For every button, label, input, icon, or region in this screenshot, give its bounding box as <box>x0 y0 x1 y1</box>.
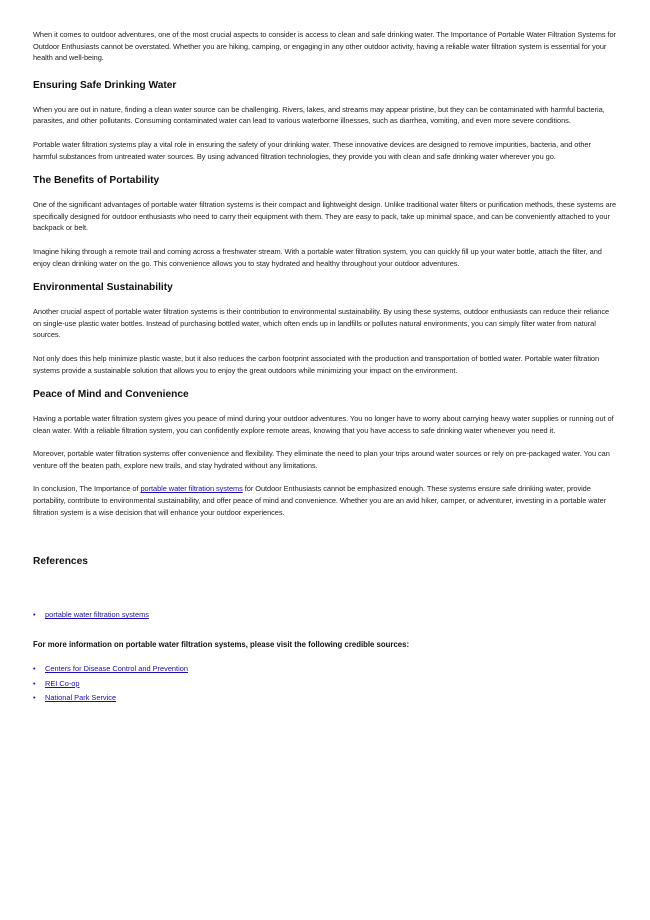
conclusion-text-before: In conclusion, The Importance of <box>33 484 141 494</box>
section-heading: The Benefits of Portability <box>33 175 160 187</box>
conclusion-inline-link[interactable]: portable water filtration systems <box>140 484 243 494</box>
list-item <box>33 662 617 677</box>
section-paragraph: Imagine hiking through a remote trail and coming across a freshwater stream. With a portable water filtration system, you can quickly fill up your water bottle, attach the filter, and enjoy clean drinking water on the go. This convenience allows you to stay hydrated and healthy throughout your outdoor adventures. <box>33 246 602 268</box>
intro-paragraph: When it comes to outdoor adventures, one of the most crucial aspects to consider is access to clean and safe drinking water. The Importance of Portable Water Filtration Systems for Outdoor Enthusiasts cannot be overstated. Whether you are hiking, camping, or engaging in any other outdoor activity, having a reliable water filtration system is essential for your health and well-being. <box>33 30 616 63</box>
reference-link[interactable]: portable water filtration systems <box>45 610 149 620</box>
section-safe-drinking-water <box>33 79 617 162</box>
section-paragraph: Having a portable water filtration system gives you peace of mind during your outdoor adventures. You no longer have to worry about carrying heavy water supplies or running out of clean water. With a reliable filtration system, you can confidently explore remote areas, knowing that you have access to safe drinking water whenever you need it. <box>33 414 614 435</box>
bullet-icon: • <box>33 678 36 688</box>
section-paragraph: Another crucial aspect of portable water filtration systems is their contribution to environmental sustainability. By using these systems, outdoor enthusiasts can reduce their reliance on single-use plastic water bottles. Instead of purchasing bottled water, which often ends up in landfills or pollutes natural environments, you can simply filter water from natural sources. <box>33 307 610 340</box>
conclusion-text-after: for Outdoor Enthusiasts cannot be emphasized enough. These systems ensure safe drinking water, provide portability, contribute to environmental sustainability, and offer peace of mind and convenience. Whether you are an avid hiker, camper, or adventurer, investing in a portable water filtration system is a wise decision that will enhance your outdoor experiences. <box>33 484 607 517</box>
section-paragraph: One of the significant advantages of portable water filtration systems is their compact and lightweight design. Unlike traditional water filters or purification methods, these systems are specifically designed for outdoor enthusiasts who need to carry their equipment with them. They are easy to pack, take up minimal space, and can be conveniently attached to your backpack or belt. <box>33 200 617 233</box>
list-item <box>33 691 617 706</box>
bullet-icon: • <box>33 663 36 673</box>
conclusion-paragraph <box>33 483 617 518</box>
list-item <box>33 608 617 623</box>
section-heading: Environmental Sustainability <box>33 282 173 294</box>
section-environmental-sustainability <box>33 281 617 376</box>
references-section <box>33 555 617 623</box>
list-item <box>33 677 617 692</box>
section-heading: Peace of Mind and Convenience <box>33 389 189 401</box>
section-heading: Ensuring Safe Drinking Water <box>33 79 177 91</box>
section-paragraph: When you are out in nature, finding a clean water source can be challenging. Rivers, lakes, and streams may appear pristine, but they can be contaminated with harmful bacteria, parasites, and other pollutants. Consuming contaminated water can lead to various waterborne illnesses, such as diarrhea, vomiting, and even more severe conditions. <box>33 104 605 126</box>
section-paragraph: Portable water filtration systems play a vital role in ensuring the safety of your drinking water. These innovative devices are designed to remove impurities, bacteria, and other harmful substances from untreated water sources. By using advanced filtration technologies, they provide you with clean and safe drinking water wherever you go. <box>33 139 591 161</box>
section-paragraph: Not only does this help minimize plastic waste, but it also reduces the carbon footprint associated with the production and transportation of bottled water. Portable water filtration systems provide a sustainable solution that allows you to enjoy the great outdoors while minimizing your impact on the environment. <box>33 353 600 375</box>
section-peace-of-mind <box>33 388 617 518</box>
source-link-nps[interactable]: National Park Service <box>45 693 117 703</box>
source-link-cdc[interactable]: Centers for Disease Control and Prevention <box>45 663 188 673</box>
sources-list <box>33 662 617 706</box>
section-paragraph: Moreover, portable water filtration systems offer convenience and flexibility. They eliminate the need to plan your trips around water sources or rely on pre-packaged water. You can venture off the beaten path, explore new trails, and stay hydrated without any limitations. <box>33 449 610 470</box>
bullet-icon: • <box>33 693 36 703</box>
source-link-rei[interactable]: REI Co-op <box>45 678 80 688</box>
more-info-heading: For more information on portable water filtration systems, please visit the following credible sources: <box>33 639 410 649</box>
bullet-icon: • <box>33 610 36 620</box>
references-list <box>33 608 617 623</box>
references-heading: References <box>33 556 88 568</box>
section-benefits-of-portability <box>33 174 617 269</box>
